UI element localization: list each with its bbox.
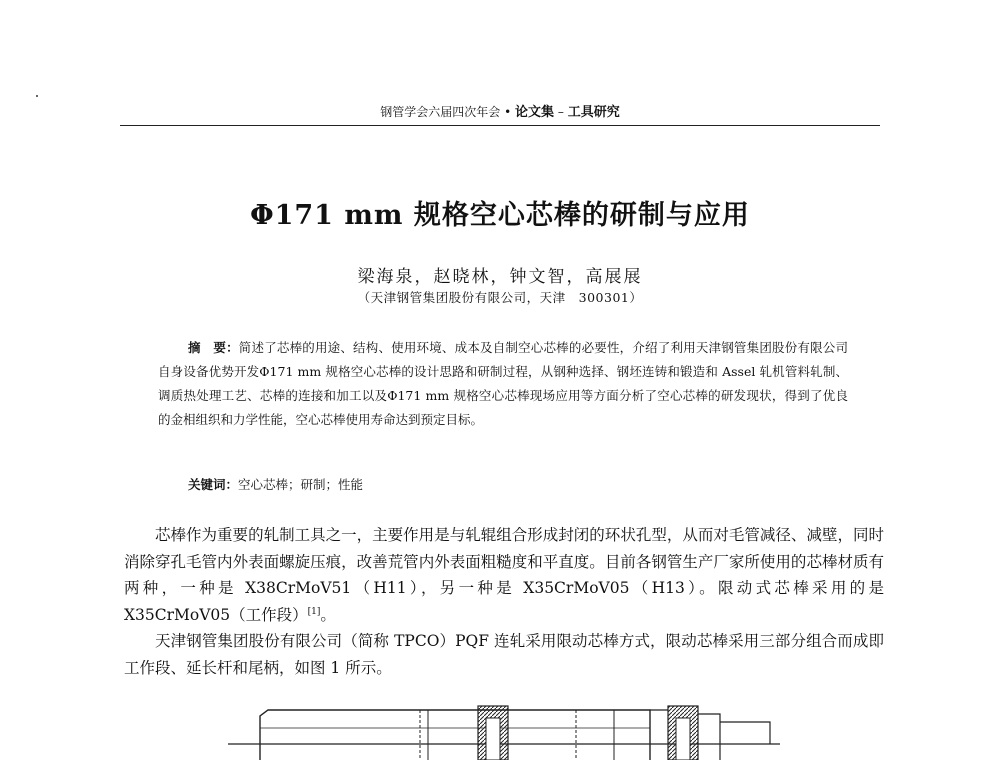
body-paragraph-2: 天津钢管集团股份有限公司（简称 TPCO）PQF 连轧采用限动芯棒方式，限动芯棒采用三部分组合而成即工作段、延长杆和尾柄，如图 1 所示。 bbox=[124, 632, 884, 677]
running-header bbox=[120, 104, 880, 121]
figure-1-mandrel-drawing bbox=[220, 700, 800, 760]
header-dash: – bbox=[557, 105, 564, 119]
body-paragraph-1 bbox=[124, 522, 884, 628]
header-conference: 钢管学会六届四次年会 bbox=[380, 105, 501, 119]
abstract-block bbox=[158, 336, 848, 432]
abstract-label: 摘 要： bbox=[188, 340, 239, 355]
keywords-text: 空心芯棒；研制；性能 bbox=[238, 477, 364, 492]
citation-ref: [1] bbox=[307, 606, 321, 617]
abstract-text: 简述了芯棒的用途、结构、使用环境、成本及自制空心芯棒的必要性，介绍了利用天津钢管集团股份有限公司自身设备优势开发Φ171 mm 规格空心芯棒的设计思路和研制过程，从钢种选择、钢坯连铸和锻造和 Assel 轧机管料轧制、调质热处理工艺、芯棒的连接和加工以及Φ171 mm 规格空心芯棒现场应用等方面分析了空心芯棒的研发现状，得到了优良的金相组织和力学性能，空心芯棒使用寿命达到预定目标。 bbox=[158, 340, 848, 427]
paragraph-1-end: 。 bbox=[320, 605, 336, 624]
mandrel-drawing-svg bbox=[220, 700, 800, 760]
paper-authors: 梁海泉，赵晓林，钟文智，高展展 bbox=[357, 267, 643, 287]
header-section: 工具研究 bbox=[567, 105, 620, 120]
header-collection: 论文集 bbox=[515, 105, 555, 120]
keywords-label: 关键词： bbox=[188, 477, 239, 492]
paragraph-1-text: 芯棒作为重要的轧制工具之一，主要作用是与轧辊组合形成封闭的环状孔型，从而对毛管减径、减壁，同时消除穿孔毛管内外表面螺旋压痕，改善荒管内外表面粗糙度和平直度。目前各钢管生产厂家所使用的芯棒材质有两种，一种是 X38CrMoV51（H11），另一种是 X35CrMoV05（H13）。限动式芯棒采用的是 X35CrMoV05（工作段） bbox=[124, 526, 884, 624]
scan-speck bbox=[36, 95, 38, 97]
keywords-block bbox=[188, 474, 788, 496]
paper-title: Φ171 mm 规格空心芯棒的研制与应用 bbox=[250, 200, 750, 231]
body-section bbox=[124, 522, 884, 681]
header-separator: • bbox=[504, 105, 512, 119]
header-rule bbox=[120, 125, 880, 126]
paper-affiliation: （天津钢管集团股份有限公司，天津 300301） bbox=[357, 290, 643, 305]
